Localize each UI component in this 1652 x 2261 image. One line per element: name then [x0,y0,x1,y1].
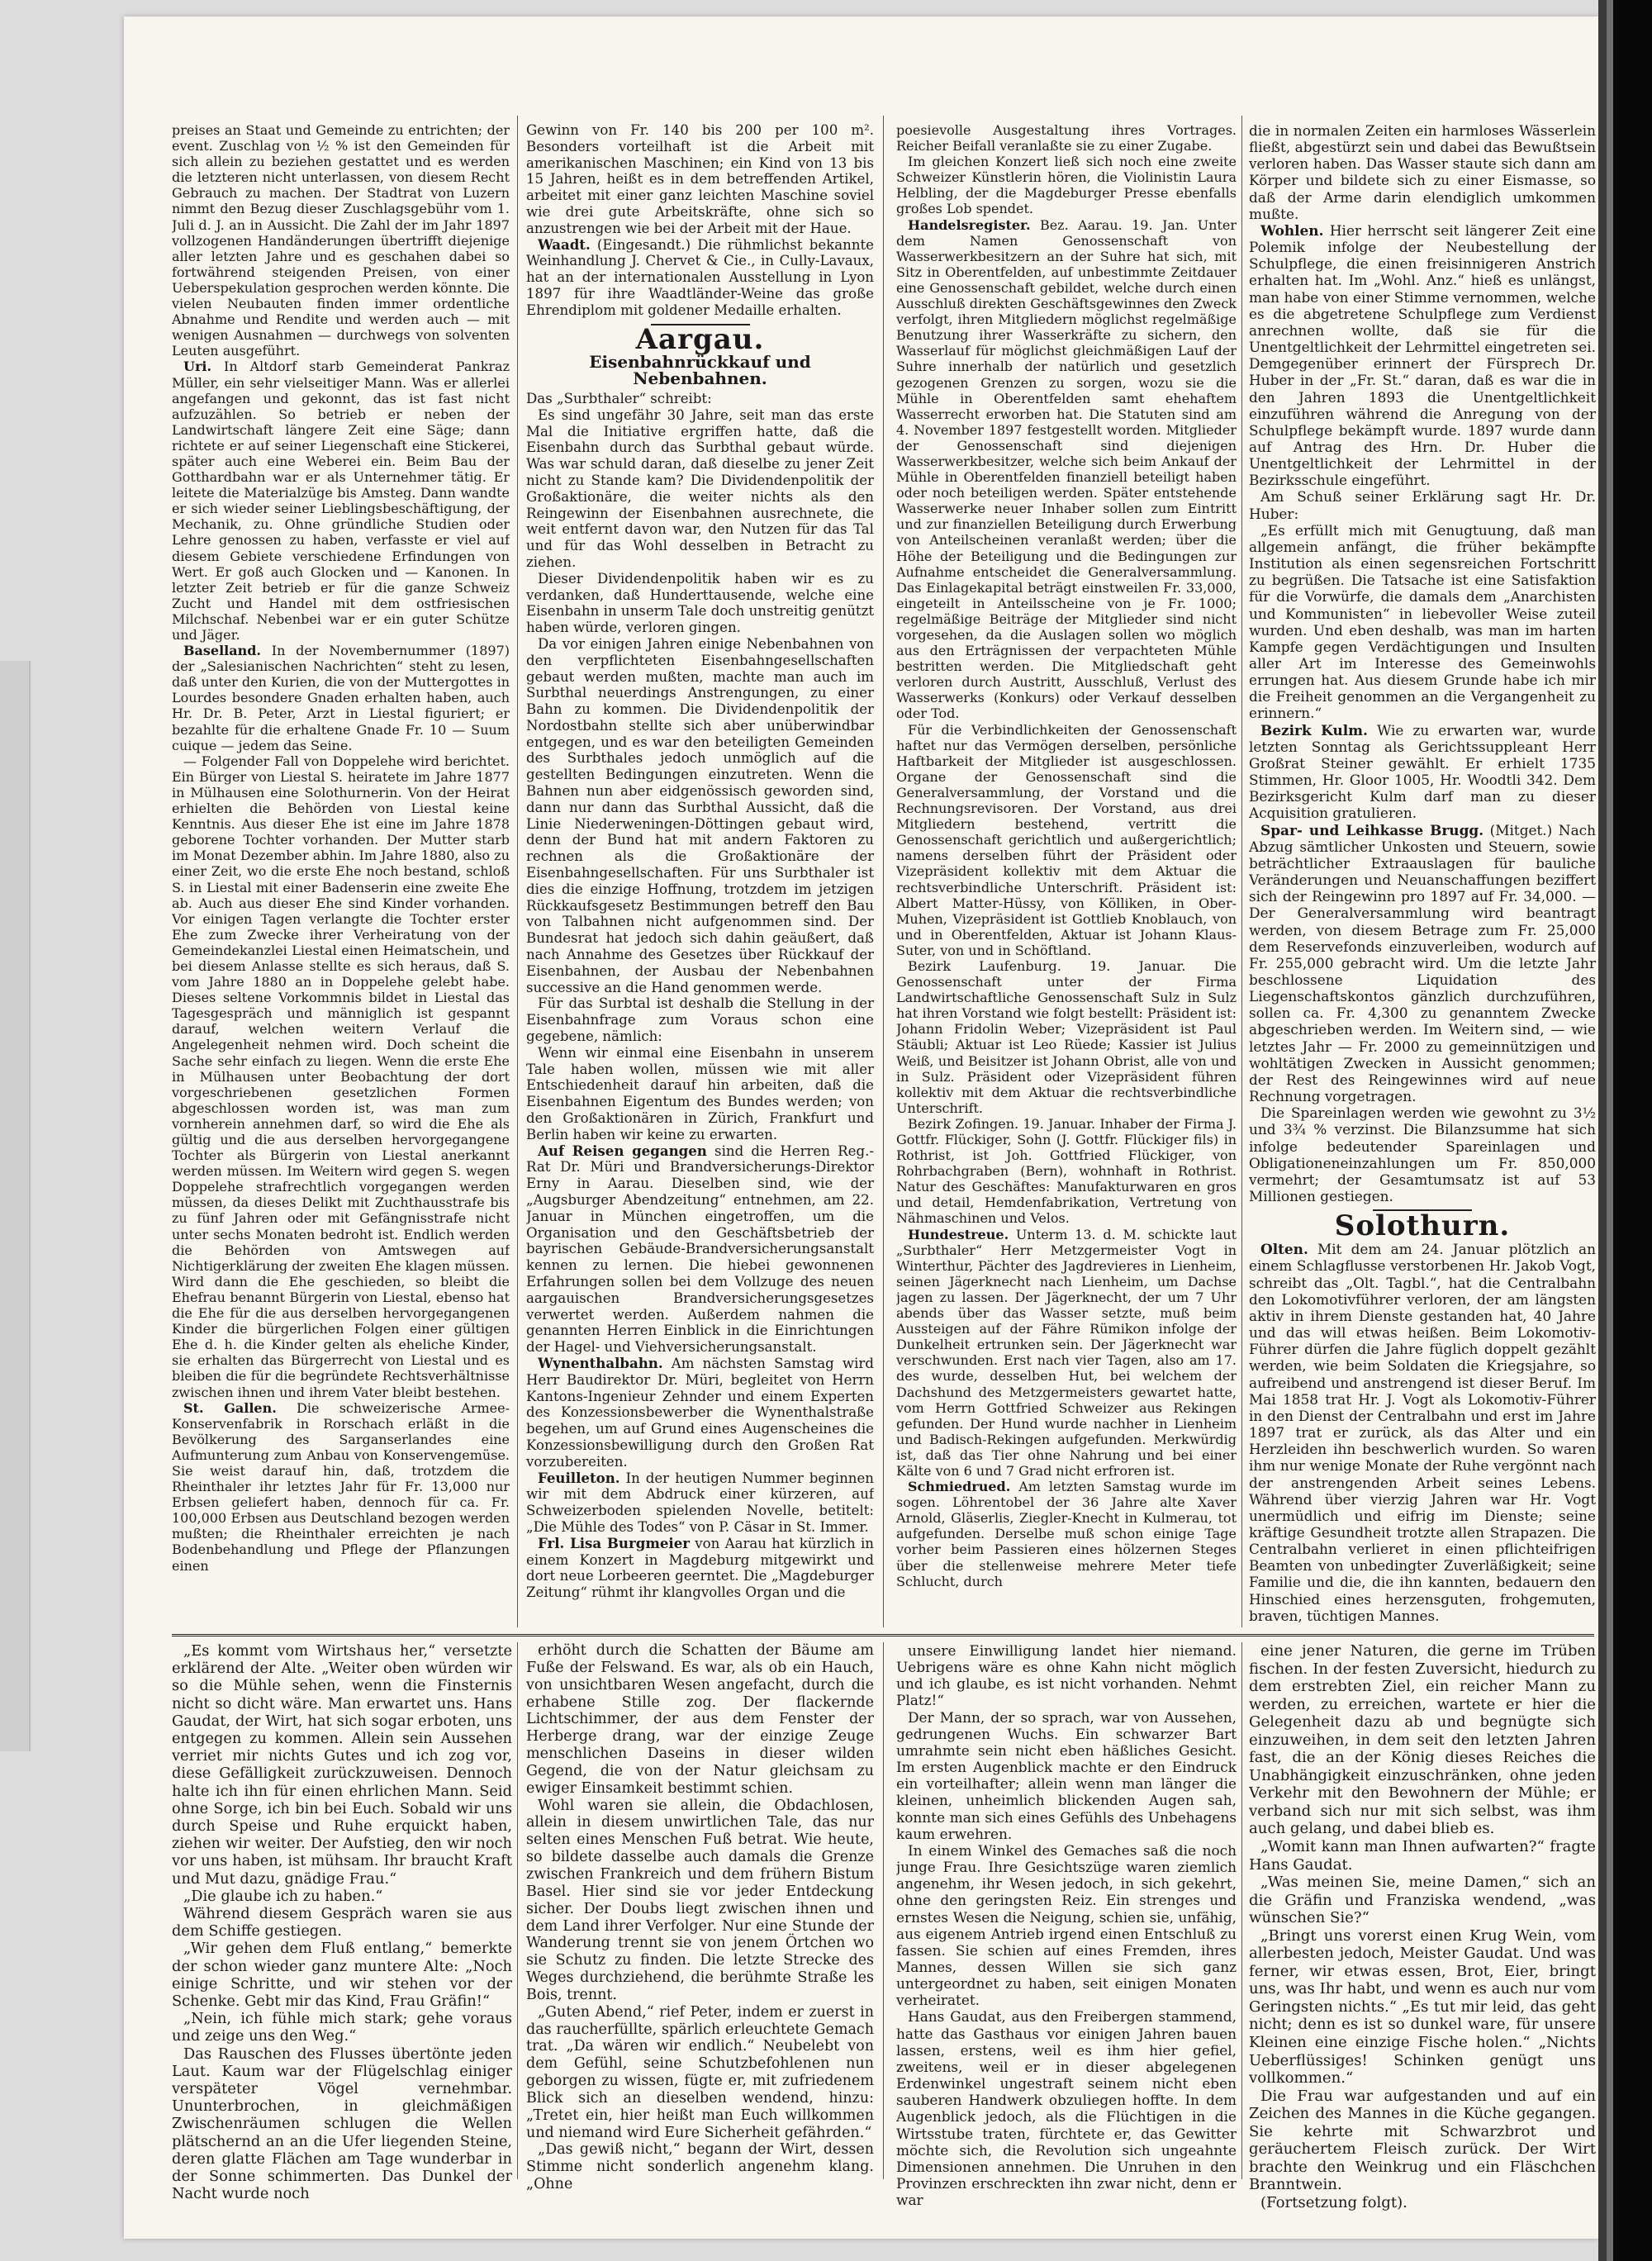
paragraph [172,1940,512,2010]
article-keyword: Baselland. [183,643,261,659]
paragraph [1249,2088,1596,2194]
paragraph-text: Bezirk Zofingen. 19. Januar. Inhaber der Firma J. Gottfr. Flückiger, Sohn (J. Gottfr. Flückiger fils) in Rothrist, ist Joh. Gottfried Flückiger, von Rohrbachgraben (Bern), wohnhaft in Rothrist. Natur des Geschäftes: Manufakturwaren en gros und detail, Hemdenfabrikation, Vertretung von Nähmaschinen und Velos. [896,1115,1237,1227]
column-rule [883,116,884,1627]
article-keyword: Spar- und Leihkasse Brugg. [1260,821,1484,838]
paragraph-text: Die schweizerische Armee-Konservenfabrik in Rorschach erläßt in die Bevölkerung des Sarganserlandes eine Aufmunterung zum Anbau von Konservengemüse. Sie weist darauf hin, daß, trotzdem die Rheinthaler ihr letztes Jahr für Fr. 13,000 nur Erbsen geliefert haben, dennoch für ca. Fr. 100,000 Erbsen aus Deutschland bezogen werden mußten; die Rheinthaler erreichten je nach Bodenbehandlung und Pflege der Pflanzungen einen [172,1399,510,1574]
paragraph [172,1905,512,1940]
feuilleton-column-rule [883,1642,884,2179]
article-keyword: Bezirk Kulm. [1260,721,1368,739]
paragraph [172,1888,512,1905]
paragraph [526,1045,874,1143]
paragraph [172,1642,512,1888]
binding-shadow [1613,0,1652,2261]
paragraph-text: „Bringt uns vorerst einen Krug Wein, vom allerbesten jedoch, Meister Gaudat. Und was ferner, wir etwas essen, Brot, Eier, bringt uns, was Ihr habt, und wenn es auch nur vom Geringsten nichts.“ „Es tut mir leid, das geht nicht; denn es ist so dunkel ware, für unsere Kleinen eine einzige Fische holen.“ „Nichts Ueberflüssiges! Schinken genügt uns vollkommen.“ [1249,1926,1596,2088]
paragraph-text: „Was meinen Sie, meine Damen,“ sich an die Gräfin und Franziska wendend, „was wünschen Sie?“ [1249,1874,1596,1927]
paragraph [526,407,874,571]
paragraph-text: Am Schuß seiner Erklärung sagt Hr. Dr. Huber: [1249,488,1596,522]
paragraph-text: erhöht durch die Schatten der Bäume am Fuße der Felswand. Es war, als ob ein Hauch, von unsichtbaren Wesen angefacht, durch die erhabene Stille zog. Der flackernde Lichtschimmer, der aus dem Fenster der Herberge drang, war der einzige Zeuge menschlichen Daseins in dieser wilden Gegend, die von der Natur gleichsam zu ewiger Einsamkeit bestimmt schien. [526,1642,874,1797]
feuilleton-column-3 [896,1642,1237,2208]
column-4-solothurn [1249,1241,1596,1624]
paragraph-text: Die Spareinlagen werden wie gewohnt zu 3½ und 3¾ % verzinst. Die Bilanzsumme hat sich infolge bedeutender Spareinlagen und Obligationeneinzahlungen um Fr. 850,000 vermehrt; der Gesamtumsatz ist auf 53 Millionen gestiegen. [1249,1104,1596,1204]
paragraph [172,643,510,753]
paragraph [526,237,874,319]
paragraph-text: Das „Surbthaler“ schreibt: [526,390,712,406]
article-keyword: Feuilleton. [538,1469,620,1486]
feuilleton-divider [172,1634,1594,1636]
paragraph [1249,522,1596,722]
paragraph-text: Die Frau war aufgestanden und auf ein Zeichen des Mannes in die Küche gegangen. Sie kehrte mit Schwarzbrot und geräuchertem Fleisch zurück. Der Wirt brachte den Weinkrug und ein Fläschchen Branntwein. [1249,2087,1596,2194]
paragraph [172,122,510,359]
paragraph [526,122,874,237]
column-4-top [1249,122,1596,1204]
paragraph [526,1356,874,1470]
paragraph [172,753,510,1400]
article-keyword: Waadt. [538,235,591,253]
paragraph [896,1116,1237,1227]
paragraph-text: (Eingesandt.) Die rühmlichst bekannte Weinhandlung J. Chervet & Cie., in Cully-Lavaux, hat an der internationalen Ausstellung in Lyon 1897 für ihre Waadtländer-Weine das große Ehrendiplom mit goldener Medaille erhalten. [526,236,874,318]
paragraph [526,1536,874,1601]
paragraph-text: Hier herrscht seit längerer Zeit eine Polemik infolge der Neubestellung der Schulpflege, die einen freisinnigeren Anstrich erhalten hat. Im „Wohl. Anz.“ hieß es unlängst, man habe von einer Stimme vernommen, welche es die abgetretene Schulpflege zum Verdienst anrechnen wollte, daß sie für die Unentgeltlichkeit der Lehrmittel eingetreten sei. Demgegenüber erinnert der Fürsprech Dr. Huber in der „Fr. St.“ daran, daß es war die in den Jahren 1893 die Unentgeltlichkeit einzuführen während die Anregung von der Schulpflege bekämpft wurde. 1897 wurde dann auf Antrag des Hrn. Dr. Huber die Unentgeltlichkeit der Lehrmittel in der Bezirksschule eingeführt. [1249,221,1596,489]
article-keyword: Uri. [183,359,212,375]
article-keyword: Hundestreue. [908,1226,1009,1242]
paragraph-text: In Altdorf starb Gemeinderat Pankraz Müller, ein sehr vielseitiger Mann. Was er allerlei angefangen und gekonnt, das ist fast nicht aufzuzählen. So betrieb er neben der Landwirtschaft längere Zeit eine Säge; dann richtete er auf seiner Liegenschaft eine Stickerei, später auch eine Weberei ein. Beim Bau der Gotthardbahn war er als Unternehmer tätig. Er leitete die Materialzüge bis Amsteg. Dann wandte er sich wieder seiner Lieblingsbeschäftigung, der Mechanik, zu. Ohne gründliche Studien oder Lehre genossen zu haben, verfasste er viel auf diesem Gebiete verschiedene Erfindungen von Wert. Er goß auch Glocken und — Kanonen. In letzter Zeit betrieb er für die ganze Schweiz Zucht und Handel mit dem ostfriesischen Milchschaf. Nebenbei war er ein guter Schütze und Jäger. [172,359,510,643]
left-page-tab [0,661,31,1751]
feuilleton-column-4 [1249,1642,1596,2212]
paragraph-text: Dieser Dividendenpolitik haben wir es zu verdanken, daß Hunderttausende, welche eine Eisenbahn in unserm Tale doch unstreitig genützt haben würde, verloren gingen. [526,570,874,636]
paragraph-text: Für das Surbtal ist deshalb die Stellung in der Eisenbahnfrage zum Voraus schon eine gegebene, nämlich: [526,995,874,1045]
news-column-4 [1249,122,1596,1624]
article-keyword: Handelsregister. [908,216,1031,233]
column-rule [1241,116,1242,1627]
paragraph-text: eine jener Naturen, die gerne im Trüben fischen. In der festen Zuversicht, hiedurch zu dem erstrebten Ziel, ein reicher Mann zu werden, zu erreichen, wartete er hier die Gelegenheit dazu ab und begnügte sich einzuweihen, in dem seit den letzten Jahren fast, die an der König dieses Reiches die Unabhängigkeit einzuschränken, ohne jeden Verkehr mit den Bewohnern der Mühle; er verband sich nur mit sich selbst, was ihm auch gelang, und dabei blieb es. [1249,1642,1596,1838]
paragraph [526,391,874,407]
paragraph-text: Für die Verbindlichkeiten der Genossenschaft haftet nur das Vermögen derselben, persönliche Haftbarkeit der Mitglieder ist ausgeschlossen. Organe der Genossenschaft sind die Generalversammlung, der Vorstand und die Rechnungsrevisoren. Der Vorstand, aus drei Mitgliedern bestehend, vertritt die Genossenschaft gerichtlich und außergerichtlich; namens derselben führt der Präsident oder Vizepräsident kollektiv mit dem Aktuar die rechtsverbindliche Unterschrift. Präsident ist: Albert Matter-Hüssy, von Kölliken, in Ober-Muhen, Vizepräsident ist Gottlieb Knoblauch, von und in Oberentfelden, Aktuar ist Johann Klaus-Suter, von und in Schöftland. [896,721,1237,958]
paragraph [896,1842,1237,2009]
paragraph [1249,1241,1596,1624]
section-heading-solothurn: Solothurn. [1334,1209,1511,1243]
paragraph-text: Wohl waren sie allein, die Obdachlosen, allein in diesem unwirtlichen Tale, das nur selten eines Menschen Fuß betrat. Wie heute, so bildete dasselbe auch damals die Grenze zwischen Frankreich und dem frühern Bistum Basel. Hier sind sie vor jeder Entdeckung sicher. Der Doubs liegt zwischen ihnen und dem Land ihrer Verfolger. Nur eine Stunde der Wanderung trennt sie von jenem Örtchen wo sie Schutz zu finden. Die letzte Strecke des Weges durchziehend, die berühmte Straße les Bois, trennt. [526,1797,874,2003]
paragraph-text: Unterm 13. d. M. schickte laut „Surbthaler“ Herr Metzgermeister Vogt in Winterthur, Pächter des Jagdrevieres in Lienheim, seinen Jägerknecht nach Lienheim, um Dachse jagen zu lassen. Der Jägerknecht, der um 7 Uhr abends über das Wasser setzte, muß beim Aussteigen auf der Fähre Rümikon infolge der Dunkelheit ertrunken sein. Der Jägerknecht war verschwunden. Erst nach vier Tagen, also am 17. des wurde, desselben Hut, bei welchem der Dachshund des Metzgermeisters gewartet hatte, vom Herrn Gottfried Schweizer aus Rekingen gefunden. Der Hund wurde nachher in Lienheim und Badisch-Rekingen aufgefunden. Merkwürdig ist, daß das Tier ohne Nahrung und bei einer Kälte von 6 und 7 Grad nicht erfroren ist. [896,1226,1237,1479]
binding-edge-light [1607,0,1613,2261]
paragraph [896,958,1237,1116]
paragraph-text: (Mitget.) Nach Abzug sämtlicher Unkosten und Steuern, sowie beträchtlicher Extraauslagen für bauliche Veränderungen und Neuanschaffungen beziffert sich der Reingewinn pro 1897 auf Fr. 34,000. — Der Generalversammlung wird beantragt werden, von diesem Betrage zum Fr. 25,000 dem Reservefonds einzuverleiben, wodurch auf Fr. 255,000 gebracht wird. Um die letzte Jahr beschlossene Liquidation des Liegenschaftskontos gänzlich durchzuführen, sollen ca. Fr. 4,300 zu genanntem Zwecke abgeschrieben werden. Im Weitern sind, — wie letztes Jahr — Fr. 2000 zu gemeinnützigen und wohltätigen Zwecken in Aussicht genommen; der Rest des Reingewinnes wird auf neue Rechnung vorgetragen. [1249,821,1596,1105]
paragraph [1249,488,1596,521]
paragraph-text: „Guten Abend,“ rief Peter, indem er zuerst in das raucherfüllte, spärlich erleuchtete Gemach trat. „Da wären wir endlich.“ Neubelebt von dem Gefühl, seine Schutzbefohlenen nun geborgen zu wissen, fügte er, mit zufriedenem Blick sich an dieselben wendend, hinzu: „Tretet ein, hier heißt man Euch willkommen und niemand wird Eure Sicherheit gefährden.“ [526,2003,874,2141]
paragraph-text: Am letzten Samstag wurde im sogen. Löhrentobel der 36 Jahre alte Xaver Arnold, Gläserlis, Ziegler-Knecht in Kulmerau, tot aufgefunden. Derselbe muß schon einige Tage vorher beim Passieren eines hölzernen Steges über die stellenweise mehrere Meter tiefe Schlucht, durch [896,1479,1237,1589]
paragraph [896,154,1237,216]
binding-edge [1598,0,1607,2261]
paragraph [1249,222,1596,489]
article-keyword: Auf Reisen gegangen [538,1142,707,1159]
article-keyword: St. Gallen. [183,1399,277,1416]
article-keyword: Wohlen. [1260,221,1324,239]
paragraph-text: „Womit kann man Ihnen aufwarten?“ fragte Hans Gaudat. [1249,1838,1596,1874]
paragraph [526,2141,874,2193]
paragraph-text: Wenn wir einmal eine Eisenbahn in unserem Tale haben wollen, müssen wie mit aller Entschiedenheit darauf hin arbeiten, daß die Eisenbahnen Eigentum des Bundes werden; von den Großaktionären in Zürich, Frankfurt und Berlin haben wir keine zu erwarten. [526,1044,874,1142]
paragraph [526,1798,874,2004]
feuilleton-column-rule [517,1642,518,2179]
paragraph-text: Es sind ungefähr 30 Jahre, seit man das erste Mal die Initiative ergriffen hatte, daß die Eisenbahn durch das Surbthal gebaut würde. Was war schuld daran, daß dieselbe zu jener Zeit nicht zu Stande kam? Die Dividendenpolitik der Großaktionäre, die weiter nichts als den Reingewinn der Eisenbahnen ausrechnete, die weit entfernt davon war, den Nutzen für das Tal und für das Wohl desselben in Betracht zu ziehen. [526,406,874,570]
paragraph-text: preises an Staat und Gemeinde zu entrichten; der event. Zuschlag von ½ % ist den Gemeinden für sich allein zu beziehen gestattet und es werden die letzteren nicht unterlassen, von diesem Recht Gebrauch zu machen. Der Stadtrat von Luzern nimmt den Bezug dieser Zuschlagsgebühr vom 1. Juli d. J. an in Aussicht. Die Zahl der im Jahr 1897 vollzogenen Handänderungen übertrifft diejenige aller letzten Jahre und es geschahen dabei so fortwährend steigenden Preisen, von einer Ueberspekulation gesprochen werden könnte. Die vielen Neubauten finden immer ordentliche Abnahme und Rendite und werden auch — mit wenigen Ausnahmen — durchwegs von solventen Leuten ausgeführt. [172,122,510,359]
paragraph [1249,1927,1596,2088]
paragraph [526,571,874,636]
paragraph-text: unsere Einwilligung landet hier niemand. Uebrigens wäre es ohne Kahn nicht möglich und ich glaube, es ist nicht vorhanden. Nehmt Platz!“ [896,1642,1237,1709]
paragraph [896,1642,1237,1709]
article-keyword: Olten. [1260,1241,1308,1258]
paragraph-text: In der Novembernummer (1897) der „Salesianischen Nachrichten“ steht zu lesen, daß unter den Kurien, die von der Muttergottes in Lourdes besondere Gnaden erhalten haben, auch Hr. Dr. B. Peter, Arzt in Liestal figuriert; er bezahlte für die erhaltene Gnade Fr. 10 — Suum cuique — jedem das Seine. [172,643,510,753]
paragraph [526,995,874,1044]
column-rule [517,116,518,1627]
paragraph [896,722,1237,958]
paragraph-text: Während diesem Gespräch waren sie aus dem Schiffe gestiegen. [172,1905,512,1940]
paragraph-text: „Es kommt vom Wirtshaus her,“ versetzte erklärend der Alte. „Weiter oben würden wir so die Mühle sehen, wenn die Finsternis nicht so dicht wäre. Man erwartet uns. Hans Gaudat, der Wirt, hat sich sogar erboten, uns entgegen zu kommen. Allein sein Aussehen verriet mir nichts Gutes und ich zog vor, diese Gefälligkeit zurückzuweisen. Dennoch halte ich ihn für einen ehrlichen Mann. Seid ohne Sorge, ich bin bei Euch. Sobald wir uns durch Speise und Ruhe erquickt haben, ziehen wir weiter. Der Aufstieg, den wir noch vor uns haben, ist mühsam. Ihr braucht Kraft und Mut dazu, gnädige Frau.“ [172,1642,512,1888]
column-2-aargau [526,391,874,1601]
paragraph [172,2010,512,2045]
paragraph [172,359,510,643]
paragraph-text: In der heutigen Nummer beginnen wir mit dem Abdruck einer kürzeren, auf Schweizerboden spielenden Novelle, betitelt: „Die Mühle des Todes“ von P. Cäsar in St. Immer. [526,1470,874,1535]
paragraph-text: Wie zu erwarten war, wurde letzten Sonntag als Gerichtssuppleant Herr Großrat Steiner gewählt. Er erhielt 1735 Stimmen, Hr. Gloor 1005, Hr. Woodtli 342. Dem Bezirksgericht Kulm darf man zu dieser Acquisition gratulieren. [1249,721,1596,822]
paragraph [526,2004,874,2142]
paragraph-text: In einem Winkel des Gemaches saß die noch junge Frau. Ihre Gesichtszüge waren ziemlich angenehm, ihr Wesen jedoch, in sich gekehrt, ohne den geringsten Reiz. Ein strenges und ernstes Wesen die Neigung, schien sie, unfähig, aus eigenem Antrieb irgend einen Entschluß zu fassen. Sie schien auf eines Fremden, ihres Mannes, dessen Willen sie sich ganz untergeordnet zu haben, seit einigen Monaten verheiratet. [896,1841,1237,2009]
paragraph-text: „Nein, ich fühle mich stark; gehe voraus und zeige uns den Weg.“ [172,2010,512,2045]
paragraph [526,1642,874,1798]
article-keyword: Schmiedrued. [908,1479,1011,1495]
article-keyword: Frl. Lisa Burgmeier [538,1534,691,1551]
paragraph-text: Gewinn von Fr. 140 bis 200 per 100 m². Besonders vorteilhaft ist die Arbeit mit amerikanischen Maschinen; ein Kind von 13 bis 15 Jahren, heißt es in dem betreffenden Artikel, arbeitet mit einer ganz leichten Maschine soviel wie drei gute Arbeitskräfte, ohne sich so anzustrengen wie bei der Arbeit mit der Haue. [526,122,874,236]
paragraph [526,1470,874,1536]
paragraph-text: — Folgender Fall von Doppelehe wird berichtet. Ein Bürger von Liestal S. heiratete im Jahre 1877 in Mülhausen eine Solothurnerin. Von der Heirat erhielten die Behörden von Liestal keine Kenntnis. Aus dieser Ehe ist eine im Jahre 1878 geborene Tochter vorhanden. Der Mutter starb im Monat Dezember abhin. Im Jahre 1880, also zu einer Zeit, wo die erste Ehe noch bestand, schloß S. in Liestal mit einer Badenserin eine zweite Ehe ab. Auch aus dieser Ehe sind Kinder vorhanden. Vor einigen Tagen verlangte die Tochter erster Ehe zum Zwecke ihrer Verheiratung von der Gemeindekanzlei Liestal einen Heimatschein, und bei diesem Anlasse stellte es sich heraus, daß S. vom Jahre 1880 an in Doppelehe gelebt habe. Dieses seltene Vorkommnis bildet in Liestal das Tagesgespräch und männiglich ist gespannt darauf, welchen weitern Verlauf die Angelegenheit nehmen wird. Doch scheint die Sache sehr einfach zu liegen. Wenn die erste Ehe in Mülhausen unter Beobachtung der dort vorgeschriebenen gesetzlichen Formen abgeschlossen worden ist, was man zum vornherein annehmen darf, so wird die Ehe als gültig und die aus derselben hervorgegangene Tochter als Bürgerin von Liestal anerkannt werden müssen. Im Weitern wird gegen S. wegen Doppelehe strafrechtlich vorgegangen werden müssen, da dieses Delikt mit Zuchthausstrafe bis zu fünf Jahren oder mit Gefängnisstrafe nicht unter sechs Monaten bedroht ist. Endlich werden die Behörden von Amtswegen auf Nichtigerklärung der zweiten Ehe klagen müssen. Wird dann die Ehe geschieden, so bleibt die Ehefrau benannt Bürgerin von Liestal, ebenso hat die Ehe für die aus derselben hervorgegangenen Kinder die bürgerlichen Folgen einer gültigen Ehe d. h. die Kinder gelten als eheliche Kinder, sie erhalten das Bürgerrecht von Liestal und es bleiben die für die begründete Rechtsverhältnisse zwischen ihnen und ihrem Vater bleibt bestehen. [172,753,510,1400]
paragraph [896,217,1237,722]
paragraph-text: Hans Gaudat, aus den Freibergen stammend, hatte das Gasthaus vor einigen Jahren bauen lassen, erstens, weil es ihm hier gefiel, zweitens, weil er in dieser abgelegenen Erdenwinkel ungestraft seinem nicht eben sauberen Handwerk obzuliegen hoffte. In dem Augenblick jedoch, als die Flüchtigen in die Wirtsstube traten, fürchtete er, das Gewitter möchte sich, die Revolution sich ungeahnte Dimensionen annehmen. Die Unruhen in den Provinzen erschreckten ihn zwar nicht, denn er war [896,2008,1237,2209]
paragraph [896,1227,1237,1480]
paragraph-text: Mit dem am 24. Januar plötzlich an einem Schlagflusse verstorbenen Hr. Jakob Vogt, schreibt das „Olt. Tagbl.“, hat die Centralbahn den Lokomotivführer verloren, der am längsten aktiv in ihrem Dienste gestanden hat, 40 Jahre und das will etwas heißen. Beim Lokomotiv-Führer dürfen die Jahre füglich doppelt gezählt werden, wie beim Soldaten die Kriegsjahre, so aufreibend und anstrengend ist dieser Beruf. Im Mai 1858 trat Hr. J. Vogt als Lokomotiv-Führer in den Dienst der Centralbahn und erst im Jahre 1897 trat er zurück, als das Alter und ein Herzleiden ihn beschwerlich wurden. So waren ihm nur wenige Monate der Ruhe vergönnt nach der anstrengenden Arbeit seines Lebens. Während über vierzig Jahren war Hr. Vogt unermüdlich und eifrig im Dienste; seine kräftige Gesundheit trotzte allen Strapazen. Die Centralbahn verlieret in einen pflichteifrigen Beamten von unbedingter Zuverläßigkeit; seine Familie und die, die ihn kannten, bedauern den Hinschied eines herzensguten, frohgemuten, braven, tüchtigen Mannes. [1249,1241,1596,1624]
paragraph [172,1400,510,1574]
article-keyword: Wynenthalbahn. [538,1354,663,1371]
paragraph [172,2045,512,2203]
paragraph [1249,1642,1596,1838]
news-column-2 [526,122,874,1601]
paragraph-text: „Das gewiß nicht,“ begann der Wirt, dessen Stimme nicht sonderlich angenehm klang. „Ohne [526,2141,874,2193]
paragraph-text: Im gleichen Konzert ließ sich noch eine zweite Schweizer Künstlerin hören, die Violinistin Laura Helbling, der die Magdeburger Presse ebenfalls großes Lob spendet. [896,154,1237,217]
column-2-top [526,122,874,319]
paragraph [1249,1838,1596,1874]
paragraph [1249,1874,1596,1927]
paragraph-text: Am nächsten Samstag wird Herr Baudirektor Dr. Müri, begleitet von Herrn Kantons-Ingenieur Zehnder und einem Experten des Konzessionsbewerber die Wynenthalstraße begehen, um auf Grund eines Augenscheines die Konzessionsbewilligung durch den Großen Rat vorzubereiten. [526,1355,874,1470]
paragraph-text: von Aarau hat kürzlich in einem Konzert in Magdeburg mitgewirkt und dort neue Lorbeeren geerntet. Die „Magdeburger Zeitung“ rühmt ihr klangvolles Organ und die [526,1535,874,1601]
paragraph-text: die in normalen Zeiten ein harmloses Wässerlein fließt, abgestürzt sein und dabei das Bewußtsein verloren haben. Das Wasser staute sich dann am Körper und bildete sich zu einer Eismasse, so daß der Arme darin elendiglich umkommen mußte. [1249,122,1596,222]
paragraph-text: Der Mann, der so sprach, war von Aussehen, gedrungenen Wuchs. Ein schwarzer Bart umrahmte sein nicht eben häßliches Gesicht. Im ersten Augenblick machte er den Eindruck ein vorteilhafter; allein wenn man länger die kleinen, unheimlich blickenden Augen sah, konnte man sich eines Gefühls des Unbehagens kaum erwehren. [896,1708,1237,1842]
paragraph-text: „Die glaube ich zu haben.“ [183,1887,383,1905]
section-heading-aargau: Aargau. [635,322,765,356]
paragraph [896,1479,1237,1589]
paragraph-text: Bez. Aarau. 19. Jan. Unter dem Namen Genossenschaft von Wasserwerkbesitzern an der Suhre hat sich, mit Sitz in Oberentfelden, auf unbestimmte Zeitdauer eine Genossenschaft gebildet, welche durch einen Ausschluß direkten Geschäftsgewinnes den Zweck verfolgt, ihren Mitgliedern möglichst regelmäßige Benutzung ihrer Wasserkräfte zu sichern, den Wasserlauf für möglichst gleichmäßigen Lauf der Suhre innerhalb der natürlich und gesetzlich gezogenen Grenzen zu sorgen, wozu sie die Mühle in Oberentfelden samt ehehaftem Wasserrecht erworben hat. Die Statuten sind am 4. November 1897 festgestellt worden. Mitglieder der Genossenschaft sind diejenigen Wasserwerkbesitzer, welche sich beim Ankauf der Mühle in Oberentfelden finanziell beteiligt haben oder noch beteiligen werden. Später entstehende Wasserwerke neuer Inhaber sollen zum Eintritt und zur finanziellen Beteiligung durch Erwerbung von Anteilscheinen veranlaßt werden; über die Höhe der Beteiligung und die Bedingungen zur Aufnahme entscheidet die Generalversammlung. Das Einlagekapital beträgt einstweilen Fr. 33,000, eingeteilt in Anteilsscheine von je Fr. 1000; regelmäßige Beiträge der Mitglieder sind nicht vorgesehen, da die Auslagen sollen wo möglich aus den Erträgnissen der verpachteten Mühle bestritten werden. Die Mitgliedschaft geht verloren durch Austritt, Ausschluß, Verlust des Wasserwerks (Konkurs) oder Verkauf desselben oder Tod. [896,216,1237,722]
paragraph-text: Das Rauschen des Flusses übertönte jeden Laut. Kaum war der Flügelschlag einiger verspäteter Vögel vernehmbar. Ununterbrochen, in gleichmäßigen Zwischenräumen schlugen die Wellen plätschernd an an die Ufer liegenden Steine, deren glatte Flächen am Tage wunderbar in der Sonne schimmerten. Das Dunkel der Nacht wurde noch [172,2045,512,2203]
paragraph [1249,1104,1596,1204]
paragraph-text: Da vor einigen Jahren einige Nebenbahnen von den verpflichteten Eisenbahngesellschaften gebaut werden mußten, machte man auch im Surbthal neuerdings Anstrengungen, zu einer Bahn zu kommen. Die Dividendenpolitik der Nordostbahn stellte sich aber unüberwindbar entgegen, und es war den beteiligten Gemeinden des Surbthales jedoch unmöglich auf die gestellten Bedingungen einzutreten. Wenn die Bahnen nun aber eidgenössisch geworden sind, dann nur dann das Surbthal Aussicht, daß die Linie Niederweningen-Döttingen gebaut wird, denn der Bund hat mit andern Faktoren zu rechnen als die Großaktionäre der Eisenbahngesellschaften. Für uns Surbthaler ist dies die einzige Hoffnung, trotzdem im jetzigen Rückkaufsgesetz Bestimmungen betreff den Bau von Talbahnen nicht aufgenommen sind. Der Bundesrat hat jedoch sich dahin geäußert, daß nach Annahme des Gesetzes über Rückkauf der Eisenbahnen, der Ausbau der Nebenbahnen successive an die Hand genommen werde. [526,635,874,995]
paragraph-text: „Es erfüllt mich mit Genugtuung, daß man allgemein anfängt, die früher bekämpfte Institution als einen segensreichen Fortschritt zu begrüßen. Die Tatsache ist eine Satisfaktion für die Vorwürfe, die damals dem „Anarchisten und Kommunisten“ in liebevoller Weise zuteil wurden. Und eben deshalb, was man im harten Kampfe gegen Verdächtigungen und Insulten aller Art im Interesse des Gemeinwohls errungen hat. Aus diesem Grunde habe ich mir die Freiheit genommen an die Vergangenheit zu erinnern.“ [1249,521,1596,722]
feuilleton-column-2 [526,1642,874,2193]
paragraph-text: „Wir gehen dem Fluß entlang,“ bemerkte der schon wieder ganz muntere Alte: „Noch einige Schritte, und wir stehen vor der Schenke. Gebt mir das Kind, Frau Gräfin!“ [172,1940,512,2011]
feuilleton-column-rule [1241,1642,1242,2179]
paragraph [1249,122,1596,222]
paragraph-text: (Fortsetzung folgt). [1260,2193,1408,2211]
paragraph-text: Bezirk Laufenburg. 19. Januar. Die Genossenschaft unter der Firma Landwirtschaftliche Genossenschaft Sulz in Sulz hat ihren Vorstand wie folgt bestellt: Präsident ist: Johann Fridolin Weber; Vizepräsident ist Paul Stäubli; Aktuar ist Leo Rüede; Kassier ist Julius Weiß, und Beisitzer ist Johann Obrist, alle von und in Sulz. Präsident oder Vizepräsident führen kollektiv mit dem Aktuar die rechtsverbindliche Unterschrift. [896,957,1237,1116]
paragraph [896,1709,1237,1842]
paragraph [1249,722,1596,822]
feuilleton-column-1 [172,1642,512,2203]
paragraph [896,2008,1237,2208]
article-heading-railway: Eisenbahnrückkauf und Nebenbahnen. [589,352,811,389]
news-column-1 [172,122,510,1574]
paragraph [1249,822,1596,1105]
paragraph-text: sind die Herren Reg.-Rat Dr. Müri und Brandversicherungs-Direktor Erny in Aarau. Dieselben sind, wie der „Augsburger Abendzeitung“ entnehmen, am 22. Januar in München eingetroffen, um die Organisation und den Geschäftsbetrieb der bayrischen Gebäude-Brandversicherungsanstalt kennen zu lernen. Die hiebei gewonnenen Erfahrungen sollen bei dem Vollzuge des neuen aargauischen Brandversicherungsgesetzes verwertet werden. Außerdem nahmen die genannten Herren Einblick in die Einrichtungen der Hagel- und Viehversicherungsanstalt. [526,1142,874,1356]
news-column-3 [896,122,1237,1589]
paragraph [1249,2194,1596,2212]
paragraph [526,636,874,996]
paragraph [526,1143,874,1356]
paragraph [896,122,1237,154]
paragraph-text: poesievolle Ausgestaltung ihres Vortrages. Reicher Beifall veranlaßte sie zu einer Zugabe. [896,122,1237,154]
